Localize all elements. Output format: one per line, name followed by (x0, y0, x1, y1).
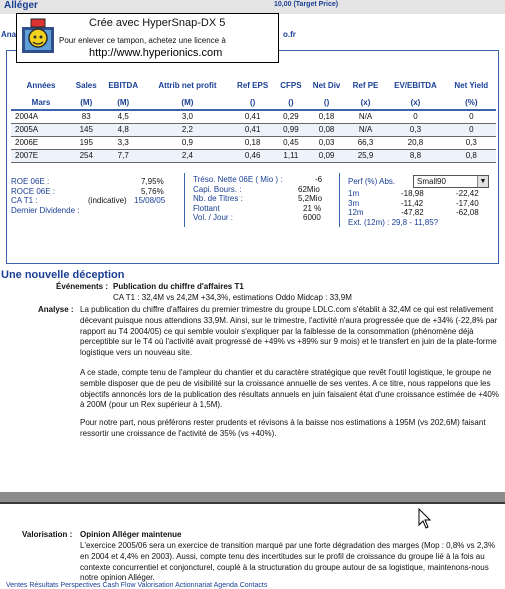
vol-label: Vol. / Jour : (193, 213, 234, 222)
index-select-value: Small90 (417, 177, 446, 186)
col-header-8: EV/EBITDA (384, 76, 446, 95)
camera-icon (21, 17, 55, 55)
mouse-cursor-icon (418, 508, 432, 530)
perf-12m-abs: -47,82 (401, 208, 424, 217)
treso-value: -6 (315, 175, 323, 184)
subtitle-right: o.fr (283, 30, 296, 39)
col-header-9: Net Yield (447, 76, 496, 95)
events-detail: CA T1 : 32,4M vs 24,2M +34,3%, estimations Oddo Midcap : 33,9M (113, 293, 352, 302)
stamp-line1: Crée avec HyperSnap-DX 5 (89, 17, 226, 29)
table-cell: 0 (384, 110, 446, 123)
table-cell: 4,8 (102, 123, 145, 136)
table-row (11, 123, 496, 136)
financials-table (11, 76, 496, 163)
roce-label: ROCE 06E : (11, 186, 56, 196)
table-cell: 66,3 (347, 136, 385, 149)
table-cell: 8,8 (384, 149, 446, 162)
table-row (11, 136, 496, 149)
table-cell: 0,18 (306, 110, 346, 123)
col-header-7: Ref PE (347, 76, 385, 95)
flottant-label: Flottant (193, 203, 220, 213)
ca-t1-label: CA T1 : (11, 196, 38, 205)
stamp-link[interactable]: http://www.hyperionics.com (89, 47, 223, 59)
chevron-down-icon[interactable]: ▼ (477, 176, 488, 187)
roce-value: 5,76% (141, 186, 164, 196)
table-cell: 0,08 (306, 123, 346, 136)
analysis-label: Analyse : (38, 305, 74, 314)
vol-value: 6000 (303, 213, 321, 222)
roe-label: ROE 06E : (11, 177, 50, 186)
col-unit-0: Mars (11, 95, 71, 110)
col-header-3: Attrib net profit (145, 76, 230, 95)
table-cell: 0 (447, 123, 496, 136)
table-cell: 0,41 (230, 110, 275, 123)
table-row (11, 110, 496, 123)
table-cell: 0,8 (447, 149, 496, 162)
section-divider-dark (0, 502, 505, 504)
dernier-div-label: Dernier Dividende : (11, 205, 80, 215)
perf-12m-label: 12m (348, 208, 364, 217)
flottant-value: 21 % (303, 203, 322, 213)
table-row (11, 149, 496, 162)
capi-value: 62Mio (298, 184, 320, 194)
col-header-6: Net Div (306, 76, 346, 95)
separator-2 (339, 173, 340, 227)
perf-12m-rel: -62,08 (456, 208, 479, 217)
section-divider (0, 492, 505, 502)
target-price: 10,00 (Target Price) (274, 1, 339, 8)
perf-3m-label: 3m (348, 198, 360, 208)
stamp-line2: Pour enlever ce tampon, achetez une licence à (59, 36, 226, 45)
table-cell: 0,18 (230, 136, 275, 149)
col-unit-8: (x) (384, 95, 446, 110)
col-header-1: Sales (71, 76, 102, 95)
table-cell: 25,9 (347, 149, 385, 162)
table-cell: N/A (347, 110, 385, 123)
table-cell: 2,4 (145, 149, 230, 162)
col-header-4: Ref EPS (230, 76, 275, 95)
table-cell: 1,11 (275, 149, 306, 162)
valorisation-title: Opinion Alléger maintenue (80, 530, 182, 539)
table-cell: 254 (71, 149, 102, 162)
table-cell: 83 (71, 110, 102, 123)
analysis-p3: Pour notre part, nous préférons rester prudents et révisons à la baisse nos estimations à 195M (vs 202,6M) faisant ressortir une croissance de l'activité de 35% (vs +40%). (80, 418, 486, 438)
page-title: Alléger (4, 0, 38, 11)
valorisation-label: Valorisation : (22, 530, 73, 539)
table-cell: 0,03 (306, 136, 346, 149)
perf-label: Perf (%) Abs. (348, 177, 396, 186)
analysis-p1: La publication du chiffre d'affaires du premier trimestre du groupe LDLC.com s'établit à 32,4M ce qui est relativement décevant puisque nous attendions 33,9M. Ainsi, sur le trimestre, l'activité n'aura progressée que de +34% (-22,8% par rapport au T4 2004/05) ce qui semble vouloir s'expliquer par la faiblesse de la consommation (phénomène déjà perceptible sur le T4 où l'activité avait progressé de +49% vs +89% sur 9 mois) et le transfert en juin de la plate-forme logistique vers un nouveau site. (80, 305, 498, 358)
col-unit-3: (M) (145, 95, 230, 110)
info-left (11, 177, 166, 215)
top-bar (0, 0, 505, 14)
capi-label: Capi. Bours. : (193, 184, 242, 194)
col-header-0: Années (11, 76, 71, 95)
treso-label: Tréso. Nette 06E ( Mio ) : (193, 175, 283, 184)
table-cell: 3,0 (145, 110, 230, 123)
index-select[interactable] (413, 175, 489, 188)
valorisation-p: L'exercice 2005/06 sera un exercice de transition marqué par une forte dégradation des marges (Mop : 0,8% vs 2,3% en 2004 et 4,4% en 2003). Aussi, compte tenu des incertitudes sur le profil de croissance du groupe lié à la fois au contexte concurrentiel et conjoncturel, couplé à la structuration du groupe autour de sa logistique, maintenons-nous notre opinion Alléger. (80, 541, 496, 583)
subtitle-left: Ana (1, 30, 17, 39)
table-cell: 2006E (11, 136, 71, 149)
table-cell: 20,8 (384, 136, 446, 149)
ca-t1-note: (indicative) (88, 196, 127, 205)
article-heading: Une nouvelle déception (1, 269, 125, 281)
table-cell: 0 (447, 110, 496, 123)
perf-1m-label: 1m (348, 189, 360, 198)
table-cell: 7,7 (102, 149, 145, 162)
nb-titres-value: 5,2Mio (298, 194, 323, 203)
col-unit-1: (M) (71, 95, 102, 110)
perf-1m-rel: -22,42 (456, 189, 479, 198)
table-cell: 0,45 (275, 136, 306, 149)
col-header-2: EBITDA (102, 76, 145, 95)
footer-links[interactable]: Ventes Résultats Perspectives Cash Flow Valorisation Actionnariat Agenda Contacts (6, 582, 268, 589)
table-cell: 3,3 (102, 136, 145, 149)
col-unit-6: () (306, 95, 346, 110)
perf-1m-abs: -18,98 (401, 189, 424, 198)
col-unit-4: () (230, 95, 275, 110)
analysis-p2: A ce stade, compte tenu de l'ampleur du chantier et du caractère stratégique que revêt l'outil logistique, le groupe ne semble disposer que de peu de visibilité sur la croissance annuelle de ses ventes. A ce titre, nous rappelons que les objectifs annoncés lors de la publication des résultats annuels en juin faisaient état d'une croissance estimée de +40% à 200M (pour un Rex supérieur à 1,5M). (80, 368, 499, 410)
table-cell: 2004A (11, 110, 71, 123)
table-cell: 0,46 (230, 149, 275, 162)
table-cell: 2005A (11, 123, 71, 136)
ca-t1-value: 15/08/05 (134, 196, 166, 205)
table-cell: 2007E (11, 149, 71, 162)
col-unit-9: (%) (447, 95, 496, 110)
table-cell: 0,99 (275, 123, 306, 136)
roe-value: 7,95% (141, 177, 164, 186)
col-header-5: CFPS (275, 76, 306, 95)
table-cell: 4,5 (102, 110, 145, 123)
col-unit-7: (x) (347, 95, 385, 110)
ext-range: Ext. (12m) : 29,8 - 11,85? (348, 217, 439, 227)
col-unit-5: () (275, 95, 306, 110)
table-cell: 0,41 (230, 123, 275, 136)
table-cell: N/A (347, 123, 385, 136)
table-cell: 2,2 (145, 123, 230, 136)
table-cell: 0,3 (447, 136, 496, 149)
perf-3m-rel: -17,40 (456, 198, 479, 208)
nb-titres-label: Nb. de Titres : (193, 194, 243, 203)
info-mid (193, 175, 323, 223)
table-cell: 145 (71, 123, 102, 136)
table-cell: 0,3 (384, 123, 446, 136)
table-cell: 0,29 (275, 110, 306, 123)
col-unit-2: (M) (102, 95, 145, 110)
events-title: Publication du chiffre d'affaires T1 (113, 282, 244, 291)
events-label: Événements : (56, 282, 109, 291)
separator-1 (184, 173, 185, 227)
stock-panel (6, 50, 499, 264)
hypersnap-stamp (16, 13, 279, 63)
table-cell: 0,9 (145, 136, 230, 149)
perf-3m-abs: -11,42 (401, 198, 424, 208)
table-cell: 195 (71, 136, 102, 149)
table-cell: 0,09 (306, 149, 346, 162)
